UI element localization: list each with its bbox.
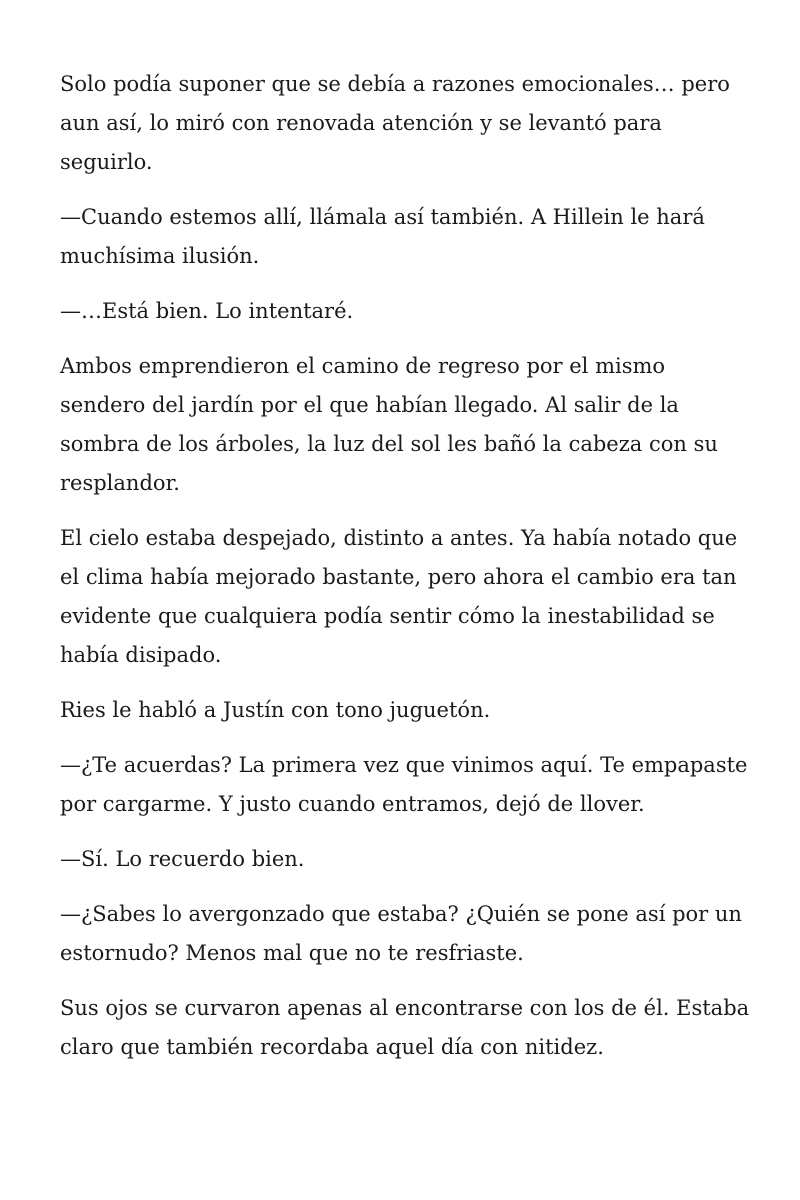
reader-page: [60, 65, 750, 1083]
paragraph: —Sí. Lo recuerdo bien.: [60, 847, 305, 871]
paragraph: —…Está bien. Lo intentaré.: [60, 299, 354, 323]
paragraph: El cielo estaba despejado, distinto a antes. Ya había notado que el clima había mejorado bastante, pero ahora el cambio era tan evidente que cualquiera podía sentir cómo la inestabilidad se había disipado.: [60, 526, 738, 667]
paragraph: —Cuando estemos allí, llámala así también. A Hillein le hará muchísima ilusión.: [60, 205, 705, 268]
paragraph: Solo podía suponer que se debía a razones emocionales… pero aun así, lo miró con renovada atención y se levantó para seguirlo.: [60, 72, 730, 174]
paragraph: —¿Te acuerdas? La primera vez que vinimos aquí. Te empapaste por cargarme. Y justo cuando entramos, dejó de llover.: [60, 753, 748, 816]
paragraph: Sus ojos se curvaron apenas al encontrarse con los de él. Estaba claro que también recordaba aquel día con nitidez.: [60, 996, 750, 1059]
paragraph: Ries le habló a Justín con tono juguetón.: [60, 698, 491, 722]
paragraph: —¿Sabes lo avergonzado que estaba? ¿Quién se pone así por un estornudo? Menos mal que no te resfriaste.: [60, 902, 742, 965]
paragraph: Ambos emprendieron el camino de regreso por el mismo sendero del jardín por el que habían llegado. Al salir de la sombra de los árboles, la luz del sol les bañó la cabeza con su resplandor.: [60, 354, 718, 495]
